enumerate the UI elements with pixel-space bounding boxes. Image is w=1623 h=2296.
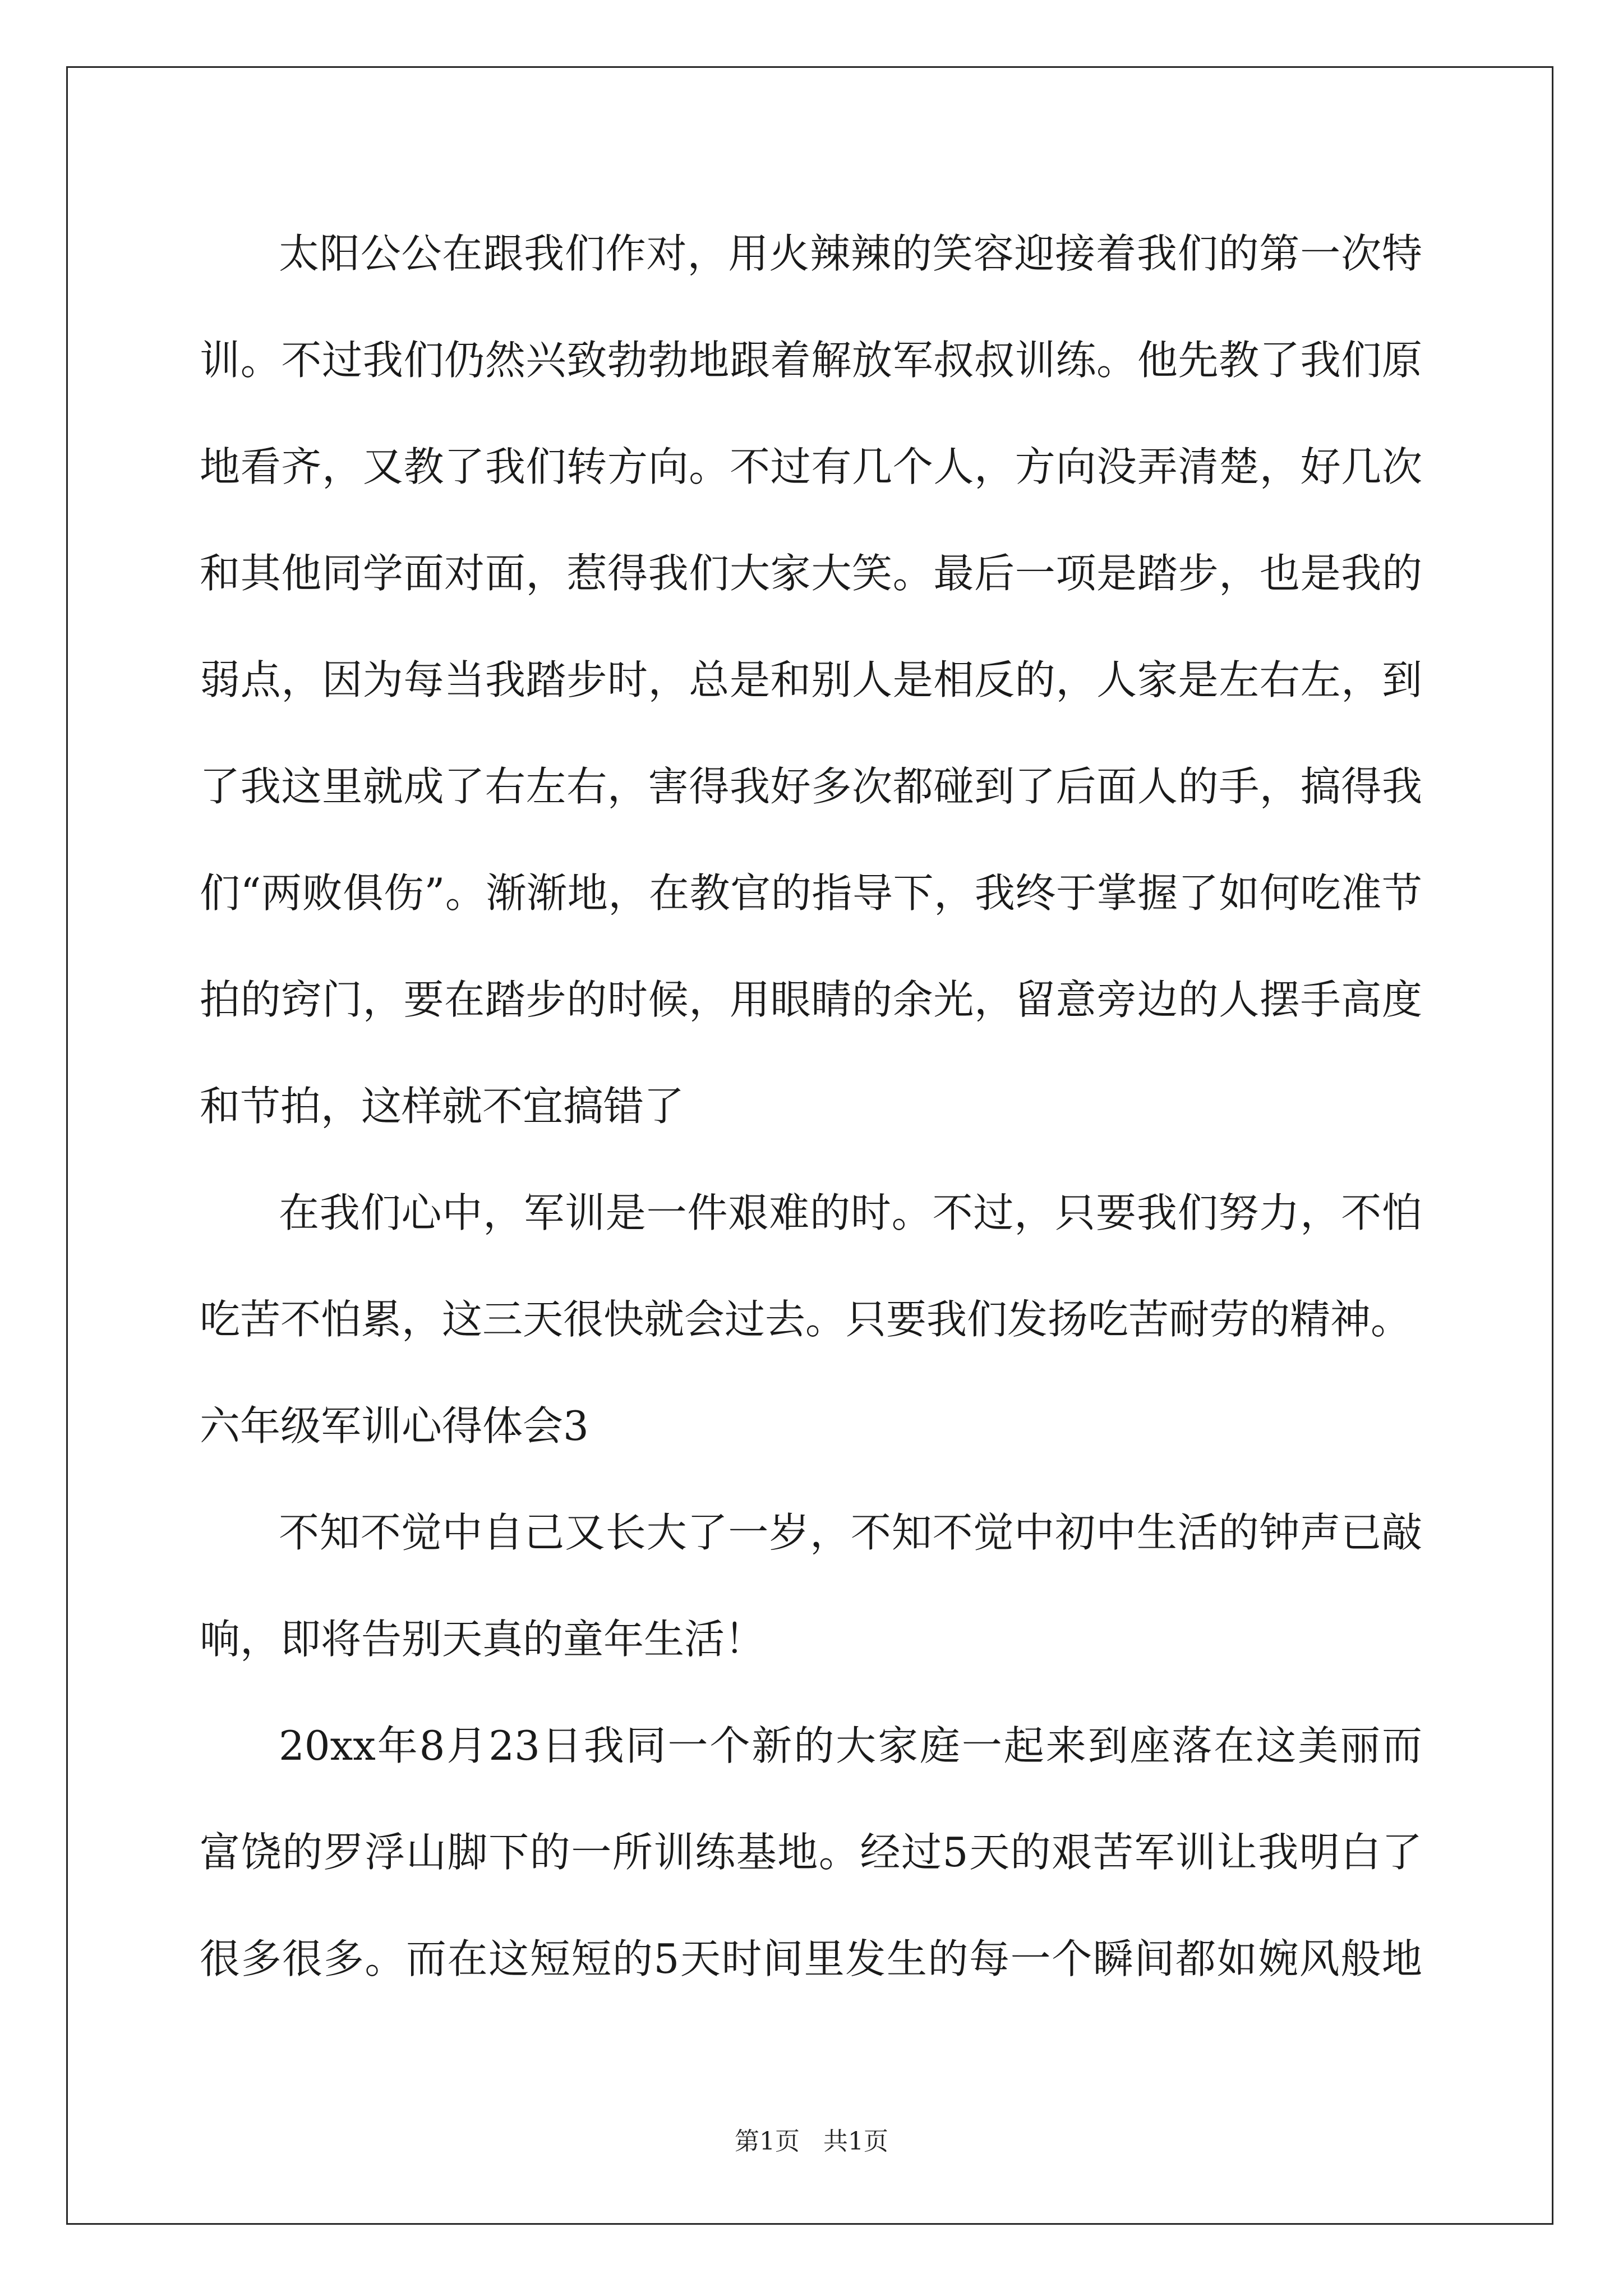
paragraph-1-line-1: 太阳公公在跟我们作对，用火辣辣的笑容迎接着我们的第一次特 — [279, 230, 1422, 277]
page-border — [66, 66, 1553, 2225]
page-footer: 第1页 共1页 — [735, 2127, 888, 2156]
paragraph-2-line-1: 在我们心中，军训是一件艰难的时。不过，只要我们努力，不怕 — [279, 1189, 1422, 1236]
paragraph-4-line-1: 20xx年8月23日我同一个新的大家庭一起来到座落在这美丽而 — [279, 1722, 1422, 1769]
paragraph-2-line-2: 吃苦不怕累，这三天很快就会过去。只要我们发扬吃苦耐劳的精神。 — [200, 1296, 1412, 1343]
paragraph-4-line-2: 富饶的罗浮山脚下的一所训练基地。经过5天的艰苦军训让我明白了 — [200, 1829, 1422, 1876]
paragraph-1-line-2: 训。不过我们仍然兴致勃勃地跟着解放军叔叔训练。他先教了我们原 — [200, 337, 1422, 384]
paragraph-1-line-6: 了我这里就成了右左右，害得我好多次都碰到了后面人的手，搞得我 — [200, 763, 1422, 810]
paragraph-1-line-5: 弱点，因为每当我踏步时，总是和别人是相反的，人家是左右左，到 — [200, 656, 1422, 703]
paragraph-3-line-2: 响，即将告别天真的童年生活！ — [200, 1616, 766, 1663]
paragraph-3-line-1: 不知不觉中自己又长大了一岁，不知不觉中初中生活的钟声已敲 — [279, 1509, 1422, 1556]
paragraph-1-line-9: 和节拍，这样就不宜搞错了 — [200, 1083, 685, 1130]
paragraph-1-line-7: 们“两败俱伤”。渐渐地，在教官的指导下，我终于掌握了如何吃准节 — [200, 869, 1422, 917]
section-heading: 六年级军训心得体会3 — [200, 1402, 589, 1450]
paragraph-4-line-3: 很多很多。而在这短短的5天时间里发生的每一个瞬间都如婉风般地 — [200, 1935, 1422, 1982]
paragraph-1-line-4: 和其他同学面对面，惹得我们大家大笑。最后一项是踏步，也是我的 — [200, 550, 1422, 597]
paragraph-1-line-3: 地看齐，又教了我们转方向。不过有几个人，方向没弄清楚，好几次 — [200, 443, 1422, 490]
paragraph-1-line-8: 拍的窍门，要在踏步的时候，用眼睛的余光，留意旁边的人摆手高度 — [200, 976, 1422, 1023]
